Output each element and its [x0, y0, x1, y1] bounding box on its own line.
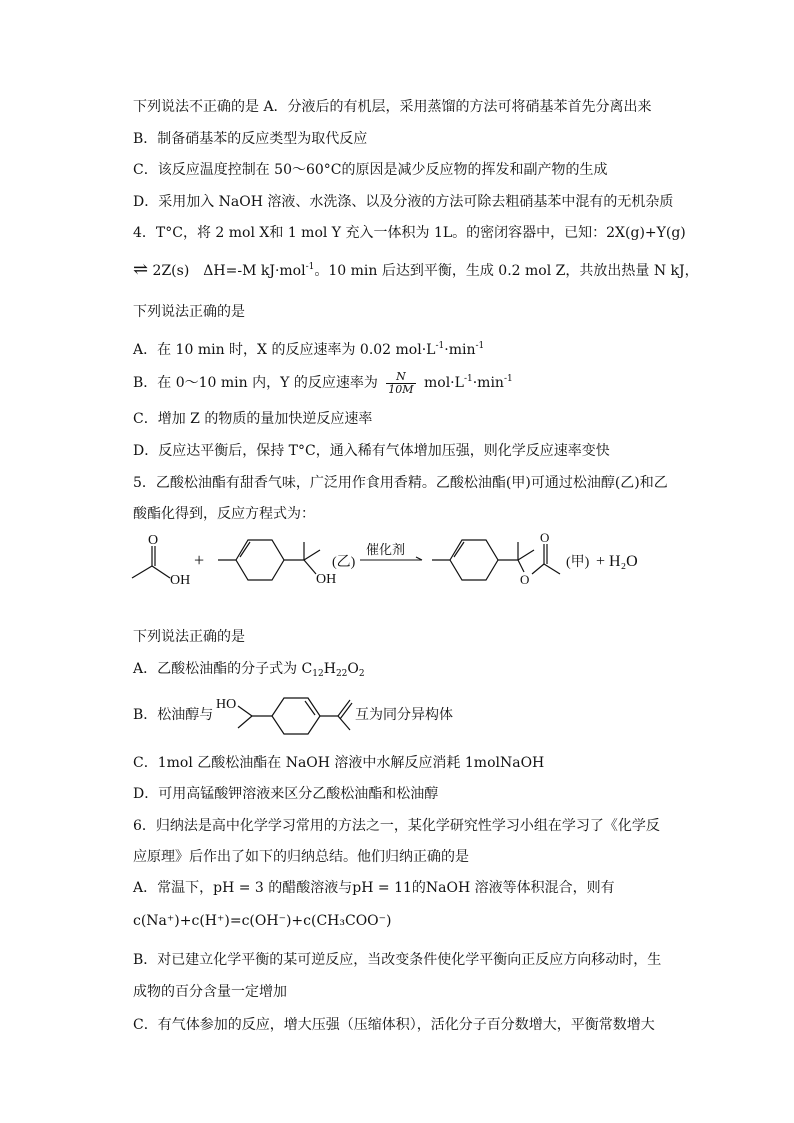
terpineol-oh-label: OH [316, 572, 337, 587]
q3-option-d: D．采用加入 NaOH 溶液、水洗涤、以及分液的方法可除去粗硝基苯中混有的无机杂质 [133, 194, 674, 210]
q5-option-c: C．1mol 乙酸松油酯在 NaOH 溶液中水解反应消耗 1molNaOH [133, 755, 545, 771]
formula-h: H [323, 661, 336, 677]
q4-option-a-sup1: -1 [435, 341, 445, 351]
q6-stem: 6．归纳法是高中化学学习常用的方法之一，某化学研究性学习小组在学习了《化学反 [133, 818, 660, 834]
q4-equation-sup: -1 [305, 262, 315, 272]
q4-equation-line [133, 258, 699, 280]
plus-sign: + [194, 550, 205, 570]
q4-option-a-text: A．在 10 min 时，X 的反应速率为 0.02 mol·L [133, 342, 436, 358]
plus-water: + H₂O [596, 553, 638, 570]
q4-option-b-sup1: -1 [463, 374, 473, 384]
q6-stem-cont: 应原理》后作出了如下的归纳总结。他们归纳正确的是 [133, 849, 469, 865]
acetic-acid-structure [132, 546, 170, 578]
q4-option-a [133, 337, 484, 359]
q6-option-a-equation: c(Na⁺)+c(H⁺)=c(OH⁻)+c(CH₃COO⁻) [133, 913, 392, 929]
q4-stem: 4．T°C，将 2 mol X和 1 mol Y 充入一体积为 1L。的密闭容器中，已知：2X(g)+Y(g) [133, 225, 686, 241]
q6-option-c: C．有气体参加的反应，增大压强（压缩体积），活化分子百分数增大，平衡常数增大 [133, 1017, 655, 1033]
q4-option-b [133, 370, 513, 396]
q4-option-b-fraction [386, 371, 415, 396]
q4-option-b-unit: mol·L [424, 375, 464, 391]
formula-sub-o: 2 [358, 669, 365, 679]
q4-option-a-unit: ·min [444, 342, 476, 358]
q3-option-b: B．制备硝基苯的反应类型为取代反应 [133, 131, 368, 147]
q4-option-b-text: B．在 0～10 min 内，Y 的反应速率为 [133, 375, 378, 391]
q4-option-d: D．反应达平衡后，保持 T°C，通入稀有气体增加压强，则化学反应速率变快 [133, 443, 610, 459]
fraction-numerator: N [386, 371, 415, 384]
terpineol-structure [218, 540, 320, 580]
isomer-ho-label: HO [216, 697, 237, 712]
q5-question: 下列说法正确的是 [133, 629, 245, 645]
q5-option-a-text: A．乙酸松油酯的分子式为 C [133, 661, 313, 677]
fraction-denominator: 10M [388, 382, 414, 396]
formula-sub-h: 22 [335, 669, 348, 679]
q6-option-b-cont: 成物的百分含量一定增加 [133, 984, 287, 1000]
q4-option-c: C．增加 Z 的物质的量加快逆反应速率 [133, 411, 373, 427]
q6-option-b: B．对已建立化学平衡的某可逆反应，当改变条件使化学平衡向正反应方向移动时，生 [133, 952, 662, 968]
q4-option-b-sup2: -1 [503, 374, 513, 384]
q5-stem: 5．乙酸松油酯有甜香气味，广泛用作食用香精。乙酸松油酯(甲)可通过松油醇(乙)和乙 [133, 475, 668, 491]
q4-question: 下列说法正确的是 [133, 304, 245, 320]
q5-stem-cont: 酸酯化得到，反应方程式为： [133, 506, 315, 522]
formula-sub-c: 12 [312, 669, 324, 679]
catalyst-label: 催化剂 [366, 542, 406, 557]
q4-equation-tail: 。10 min 后达到平衡，生成 0.2 mol Z，共放出热量 N kJ， [314, 263, 699, 279]
acid-o-label: O [148, 533, 159, 548]
q5-option-a [133, 660, 365, 683]
q4-option-a-sup2: -1 [475, 341, 485, 351]
reaction-scheme [120, 528, 680, 594]
label-yi: (乙) [332, 555, 356, 570]
acid-oh-label: OH [170, 573, 191, 588]
q3-option-c: C．该反应温度控制在 50～60°C的原因是减少反应物的挥发和副产物的生成 [133, 162, 608, 178]
label-jia: (甲) [566, 555, 590, 570]
isomer-structure [212, 688, 362, 738]
q4-equation-text: 2Z(s) ΔH=-M kJ·mol [152, 263, 306, 279]
q5-option-d: D．可用高锰酸钾溶液来区分乙酸松油酯和松油醇 [133, 786, 439, 802]
equilibrium-arrow-icon: ⇌ [133, 259, 149, 280]
q5-option-b-prefix: B．松油醇与 [133, 707, 214, 723]
q4-option-b-unit2: ·min [472, 375, 504, 391]
q6-option-a: A．常温下，pH = 3 的醋酸溶液与pH = 11的NaOH 溶液等体积混合，则有 [133, 880, 615, 896]
reaction-arrow-icon [360, 557, 422, 560]
q5-option-b-suffix: 互为同分异构体 [355, 707, 453, 723]
terpinyl-acetate-structure [432, 540, 560, 580]
formula-o: O [347, 661, 359, 677]
isomer-bonds [238, 698, 352, 734]
ester-o-label: O [520, 572, 530, 587]
carbonyl-o-label: O [540, 530, 550, 545]
q3-stem-and-option-a: 下列说法不正确的是 A．分液后的有机层，采用蒸馏的方法可将硝基苯首先分离出来 [133, 99, 652, 115]
